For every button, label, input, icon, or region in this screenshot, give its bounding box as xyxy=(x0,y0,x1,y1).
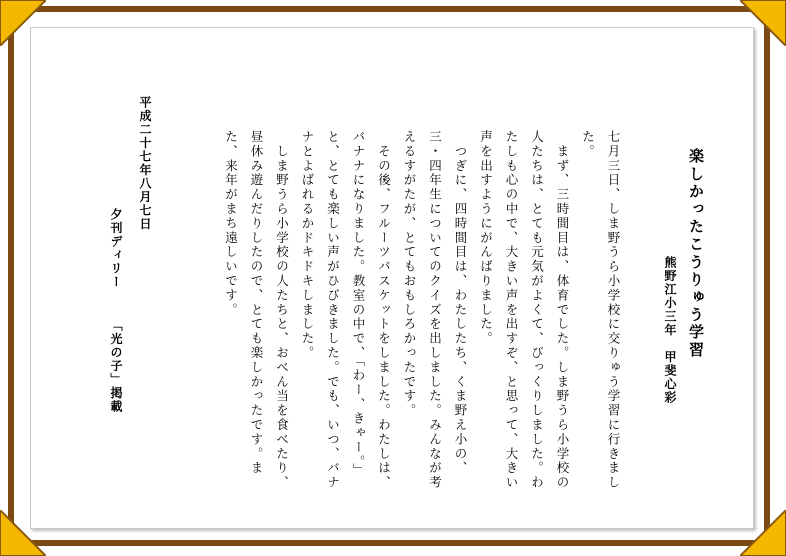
publication-date: 平成二十七年八月七日 xyxy=(138,96,152,231)
newspaper-column: 「光の子」掲載 xyxy=(109,319,123,414)
body-paragraph: しま野うら小学校の人たちと、おべん当を食べたり、昼休み遊んだりしたので、とても楽しかったです。また、来年がまち遠しいです。 xyxy=(223,130,290,490)
corner-ornament-top-left xyxy=(0,0,46,46)
body-paragraph: その後、フルーツバスケットをしました。わたしは、バナナになりました。教室の中で、「わー、きゃー。」と、とても楽しい声がひびきました。でも、いつ、バナナとよばれるかドキドキしました。 xyxy=(300,130,392,490)
body-paragraph: つぎに、四時間目は、わたしたち、くま野え小の、三・四年生についてのクイズを出しました。みんなが考えるすがたが、とてもおもしろかったです。 xyxy=(402,130,468,490)
newspaper-name: 夕刊ディリー xyxy=(109,208,123,289)
publication-credit xyxy=(108,208,125,414)
body-paragraph: まず、三時間目は、体育でした。しま野うら小学校の人たちは、とても元気がよくて、びっくりしました。わたしも心の中で、大きい声を出すぞ、と思って、大きい声を出すようにがんばりました。 xyxy=(478,130,570,490)
body-paragraph: 七月三日、しま野うら小学校に交りゅう学習に行きました。 xyxy=(580,130,621,490)
corner-ornament-top-right xyxy=(740,0,786,46)
author-line: 熊野江小三年 甲斐心彩 xyxy=(663,256,677,405)
corner-ornament-bottom-left xyxy=(0,510,46,556)
corner-ornament-bottom-right xyxy=(740,510,786,556)
essay-title: 楽しかったこうりゅう学習 xyxy=(687,148,705,360)
essay-body xyxy=(196,130,626,490)
